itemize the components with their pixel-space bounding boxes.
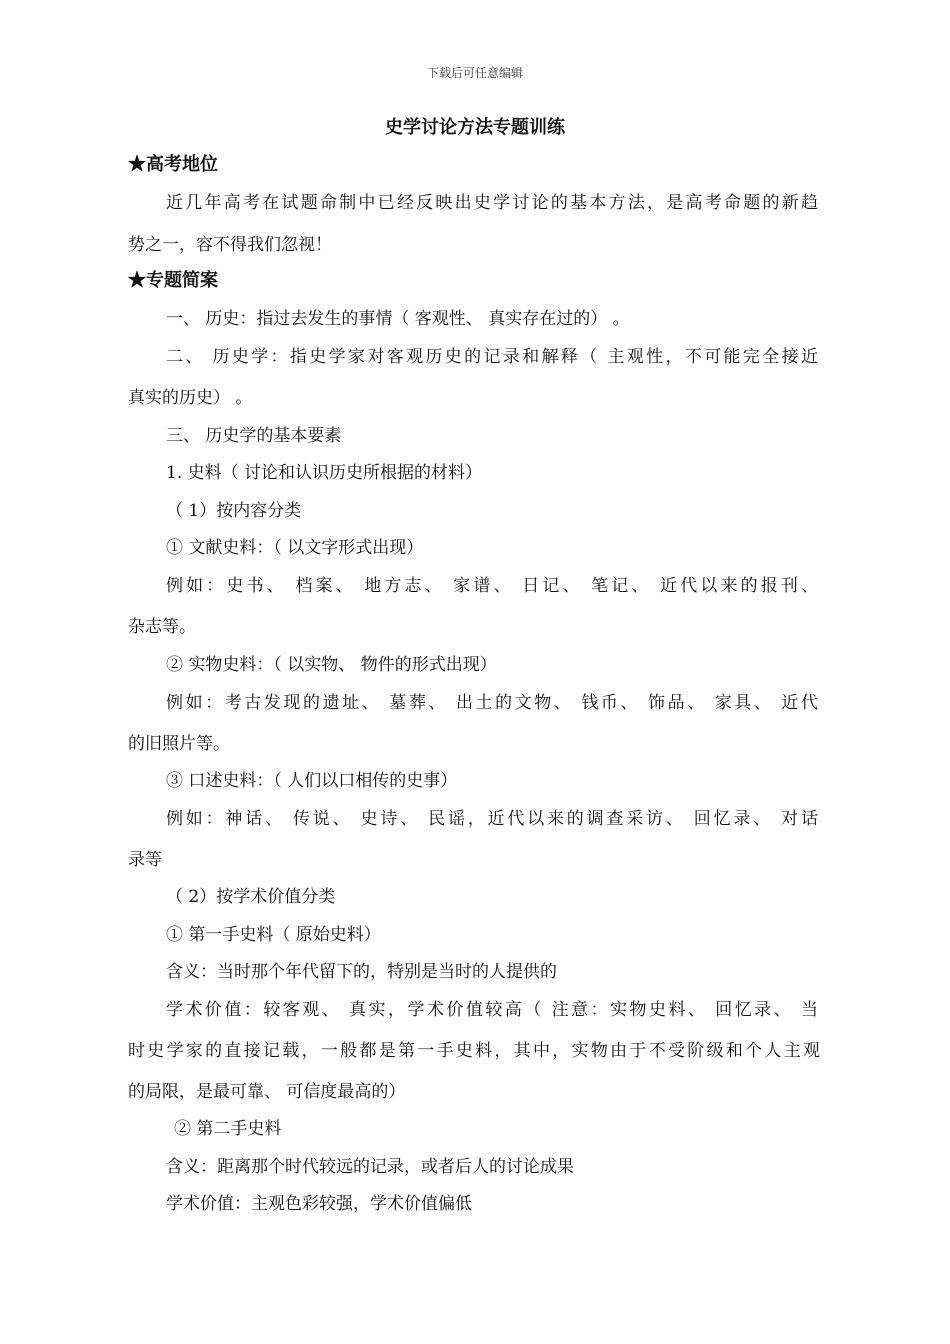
paragraph-line: 学术价值：主观色彩较强，学术价值偏低	[166, 1194, 472, 1214]
section-heading-position: ★高考地位	[128, 154, 218, 175]
paragraph-line: 的旧照片等。	[128, 734, 230, 754]
paragraph-line: ② 实物史料：（ 以实物、 物件的形式出现）	[166, 655, 497, 675]
paragraph-line: ② 第二手史料	[174, 1119, 282, 1139]
paragraph-line: 录等	[128, 850, 162, 870]
paragraph-line: 三、 历史学的基本要素	[166, 426, 342, 446]
paragraph-line: ① 文献史料：（ 以文字形式出现）	[166, 538, 424, 558]
header-note: 下载后可任意编辑	[426, 66, 523, 80]
paragraph-line: 含义：当时那个年代留下的，特别是当时的人提供的	[166, 962, 557, 982]
page-title: 史学讨论方法专题训练	[385, 117, 565, 138]
paragraph-line: 例如：神话、 传说、 史诗、 民谣，近代以来的调查采访、 回忆录、 对话	[166, 809, 818, 829]
paragraph-line: 1. 史料（ 讨论和认识历史所根据的材料）	[166, 463, 483, 483]
paragraph-line: 势之一，容不得我们忽视！	[128, 235, 332, 255]
paragraph-line: 的局限，是最可靠、 可信度最高的）	[128, 1082, 406, 1102]
paragraph-line: 真实的历史） 。	[128, 388, 253, 408]
paragraph-line: 杂志等。	[128, 617, 196, 637]
paragraph-line: （ 2）按学术价值分类	[166, 887, 336, 907]
paragraph-line: 例如：史书、 档案、 地方志、 家谱、 日记、 笔记、 近代以来的报刊、	[166, 576, 818, 596]
paragraph-line: 近几年高考在试题命制中已经反映出史学讨论的基本方法，是高考命题的新趋	[166, 193, 818, 213]
paragraph-line: ① 第一手史料（ 原始史料）	[166, 925, 381, 945]
paragraph-line: （ 1）按内容分类	[166, 501, 302, 521]
paragraph-line: 学术价值：较客观、 真实，学术价值较高（ 注意：实物史料、 回忆录、 当	[166, 1000, 818, 1020]
paragraph-line: 含义：距离那个时代较远的记录，或者后人的讨论成果	[166, 1157, 574, 1177]
paragraph-line: ③ 口述史料：（ 人们以口相传的史事）	[166, 771, 458, 791]
paragraph-line: 时史学家的直接记载，一般都是第一手史料，其中，实物由于不受阶级和个人主观	[128, 1041, 820, 1061]
paragraph-line: 例如：考古发现的遗址、 墓葬、 出土的文物、 钱币、 饰品、 家具、 近代	[166, 693, 818, 713]
section-heading-outline: ★专题简案	[128, 270, 218, 291]
paragraph-line: 二、 历史学：指史学家对客观历史的记录和解释（ 主观性，不可能完全接近	[166, 347, 818, 367]
paragraph-line: 一、 历史：指过去发生的事情（ 客观性、 真实存在过的） 。	[166, 309, 630, 329]
